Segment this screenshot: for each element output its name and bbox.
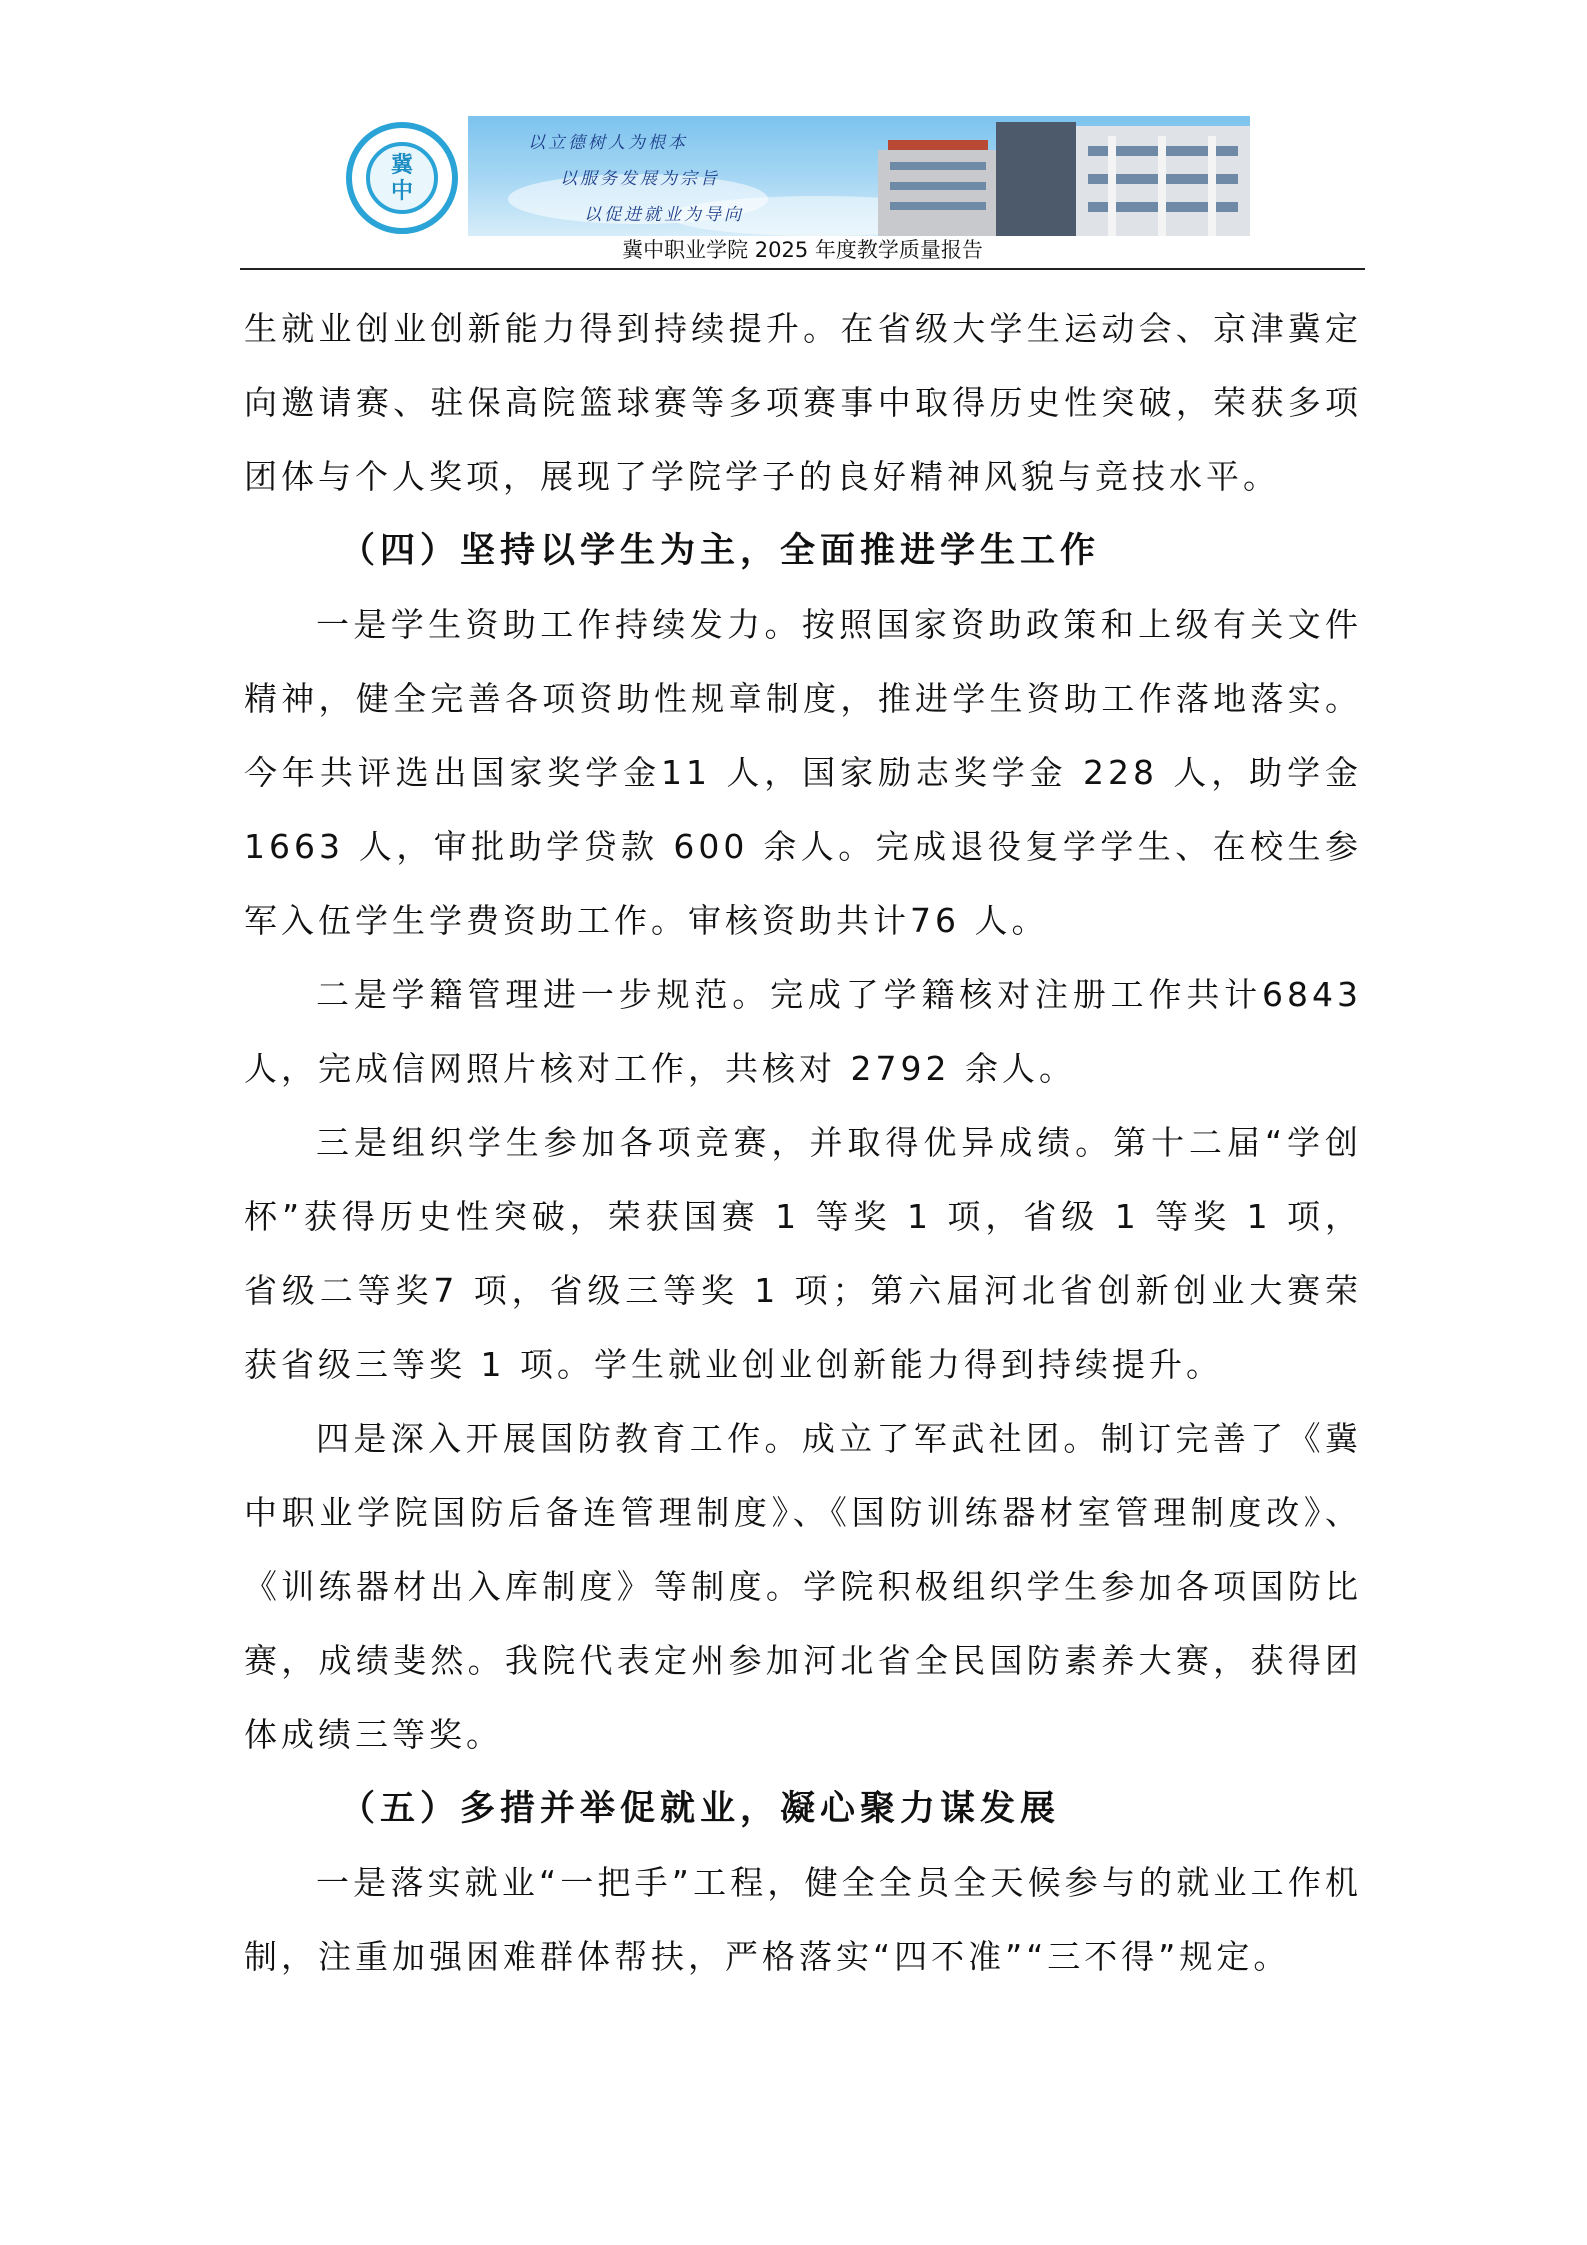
seal-char-top: 冀 <box>390 152 413 178</box>
building-window-row <box>890 162 986 170</box>
page-header <box>240 112 1365 274</box>
seal-inner-ring <box>366 142 438 214</box>
building-window-row <box>890 202 986 210</box>
header-divider <box>240 268 1365 270</box>
header-banner <box>468 116 1250 236</box>
building-column <box>1108 136 1116 236</box>
seal-char-bottom: 中 <box>390 178 413 204</box>
banner-slogan-1: 以立德树人为根本 <box>528 133 688 153</box>
building-column <box>1208 136 1216 236</box>
paragraph-competitions: 三是组织学生参加各项竞赛，并取得优异成绩。第十二届“学创杯”获得历史性突破，荣获国赛 1 等奖 1 项，省级 1 等奖 1 项，省级二等奖7 项，省级三等奖 1 项；第六届河北省创新创业大赛荣获省级三等奖 1 项。学生就业创业创新能力得到持续提升。 <box>244 1123 1362 1384</box>
building-tower <box>996 122 1076 236</box>
paragraph-student-records: 二是学籍管理进一步规范。完成了学籍核对注册工作共计6843 人，完成信网照片核对工作，共核对 2792 余人。 <box>244 975 1362 1088</box>
section-heading-5: （五）多措并举促就业，凝心聚力谋发展 <box>340 1789 1061 1829</box>
paragraph-employment: 一是落实就业“一把手”工程，健全全员全天候参与的就业工作机制，注重加强困难群体帮扶，严格落实“四不准”“三不得”规定。 <box>244 1863 1362 1976</box>
document-body <box>244 292 1362 1994</box>
paragraph-student-aid: 一是学生资助工作持续发力。按照国家资助政策和上级有关文件精神，健全完善各项资助性规章制度，推进学生资助工作落地落实。今年共评选出国家奖学金11 人，国家励志奖学金 228 人，助学金 1663 人，审批助学贷款 600 余人。完成退役复学学生、在校生参军入伍学生学费资助工作。审核资助共计76 人。 <box>244 605 1362 940</box>
college-seal-icon <box>346 122 458 234</box>
section-heading-4: （四）坚持以学生为主，全面推进学生工作 <box>340 531 1101 571</box>
report-title: 冀中职业学院 2025 年度教学质量报告 <box>622 238 983 262</box>
banner-slogan-2: 以服务发展为宗旨 <box>560 169 720 189</box>
building-window-row <box>890 182 986 190</box>
paragraph-defense-education: 四是深入开展国防教育工作。成立了军武社团。制订完善了《冀中职业学院国防后备连管理制度》、《国防训练器材室管理制度改》、《训练器材出入库制度》等制度。学院积极组织学生参加各项国防比赛，成绩斐然。我院代表定州参加河北省全民国防素养大赛，获得团体成绩三等奖。 <box>244 1419 1362 1754</box>
banner-slogan-3: 以促进就业为导向 <box>584 205 744 225</box>
paragraph-continued: 生就业创业创新能力得到持续提升。在省级大学生运动会、京津冀定向邀请赛、驻保高院篮球赛等多项赛事中取得历史性突破，荣获多项团体与个人奖项，展现了学院学子的良好精神风貌与竞技水平。 <box>244 309 1362 496</box>
building-column <box>1158 136 1166 236</box>
